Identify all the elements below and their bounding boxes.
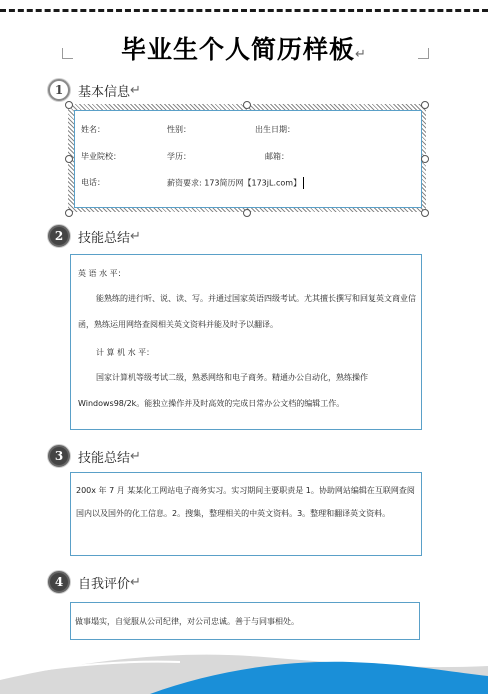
resize-handle-middle-right[interactable] xyxy=(421,155,429,163)
top-dashed-divider xyxy=(0,9,488,12)
skills-box[interactable] xyxy=(70,254,422,430)
email-label: 邮箱： xyxy=(265,152,289,161)
section-1-title: 基本信息 xyxy=(78,84,131,100)
circled-number-2-icon: 2 xyxy=(48,225,70,247)
education-label: 学历： xyxy=(167,152,191,161)
resize-handle-bottom-left[interactable] xyxy=(65,209,73,217)
resize-handle-bottom-right[interactable] xyxy=(421,209,429,217)
resize-handle-bottom-middle[interactable] xyxy=(243,209,251,217)
birth-date-label: 出生日期： xyxy=(255,125,295,134)
paragraph-mark-icon: ↵ xyxy=(130,228,141,244)
gender-label: 性别： xyxy=(167,125,191,134)
resize-handle-middle-left[interactable] xyxy=(65,155,73,163)
experience-box[interactable] xyxy=(70,472,422,556)
text-cursor xyxy=(303,177,304,189)
english-heading: 英 语 水 平： xyxy=(78,269,126,278)
school-label: 毕业院校： xyxy=(81,152,121,161)
section-2-title: 技能总结 xyxy=(78,230,131,246)
self-eval-box[interactable] xyxy=(70,602,420,640)
resize-handle-top-left[interactable] xyxy=(65,101,73,109)
section-4-heading xyxy=(48,570,141,594)
resize-handle-top-right[interactable] xyxy=(421,101,429,109)
bottom-wave-decoration xyxy=(0,636,488,694)
salary-label-text: 薪资要求: 173简历网【173jL.com】 xyxy=(167,178,302,188)
english-text: 能熟练的进行听、说、读、写。并通过国家英语四级考试。尤其擅长撰写和回复英文商业信函，熟练运用网络查阅相关英文资料并能及时予以翻译。 xyxy=(78,294,416,329)
section-2-heading xyxy=(48,224,141,248)
paragraph-mark-icon: ↵ xyxy=(355,47,367,62)
computer-text: 国家计算机等级考试二级，熟悉网络和电子商务。精通办公自动化，熟练操作Windows98/2k。能独立操作并及时高效的完成日常办公文档的编辑工作。 xyxy=(78,373,368,408)
section-3-title: 技能总结 xyxy=(78,450,131,466)
salary-label xyxy=(167,177,304,189)
section-1-heading xyxy=(48,78,141,102)
document-title xyxy=(0,30,488,66)
circled-number-1-icon: 1 xyxy=(48,79,70,101)
name-label: 姓名： xyxy=(81,125,105,134)
section-4-title: 自我评价 xyxy=(78,576,131,592)
basic-info-box[interactable] xyxy=(74,110,422,208)
circled-number-3-icon: 3 xyxy=(48,445,70,467)
section-3-heading xyxy=(48,444,141,468)
self-eval-text: 做事塌实，自觉服从公司纪律，对公司忠诚。善于与同事相处。 xyxy=(75,617,299,626)
paragraph-mark-icon: ↵ xyxy=(130,448,141,464)
phone-label: 电话： xyxy=(81,178,105,187)
paragraph-mark-icon: ↵ xyxy=(130,574,141,590)
computer-heading: 计 算 机 水 平： xyxy=(96,348,155,357)
resize-handle-top-middle[interactable] xyxy=(243,101,251,109)
experience-text: 200x 年 7 月 某某化工网站电子商务实习。实习期间主要职责是 1。协助网站编辑在互联网查阅国内以及国外的化工信息。2。搜集，整理相关的中英文资料。3。整理和翻译英文资料。 xyxy=(76,486,415,518)
paragraph-mark-icon: ↵ xyxy=(130,82,141,98)
circled-number-4-icon: 4 xyxy=(48,571,70,593)
document-title-text: 毕业生个人简历样板 xyxy=(121,35,356,64)
